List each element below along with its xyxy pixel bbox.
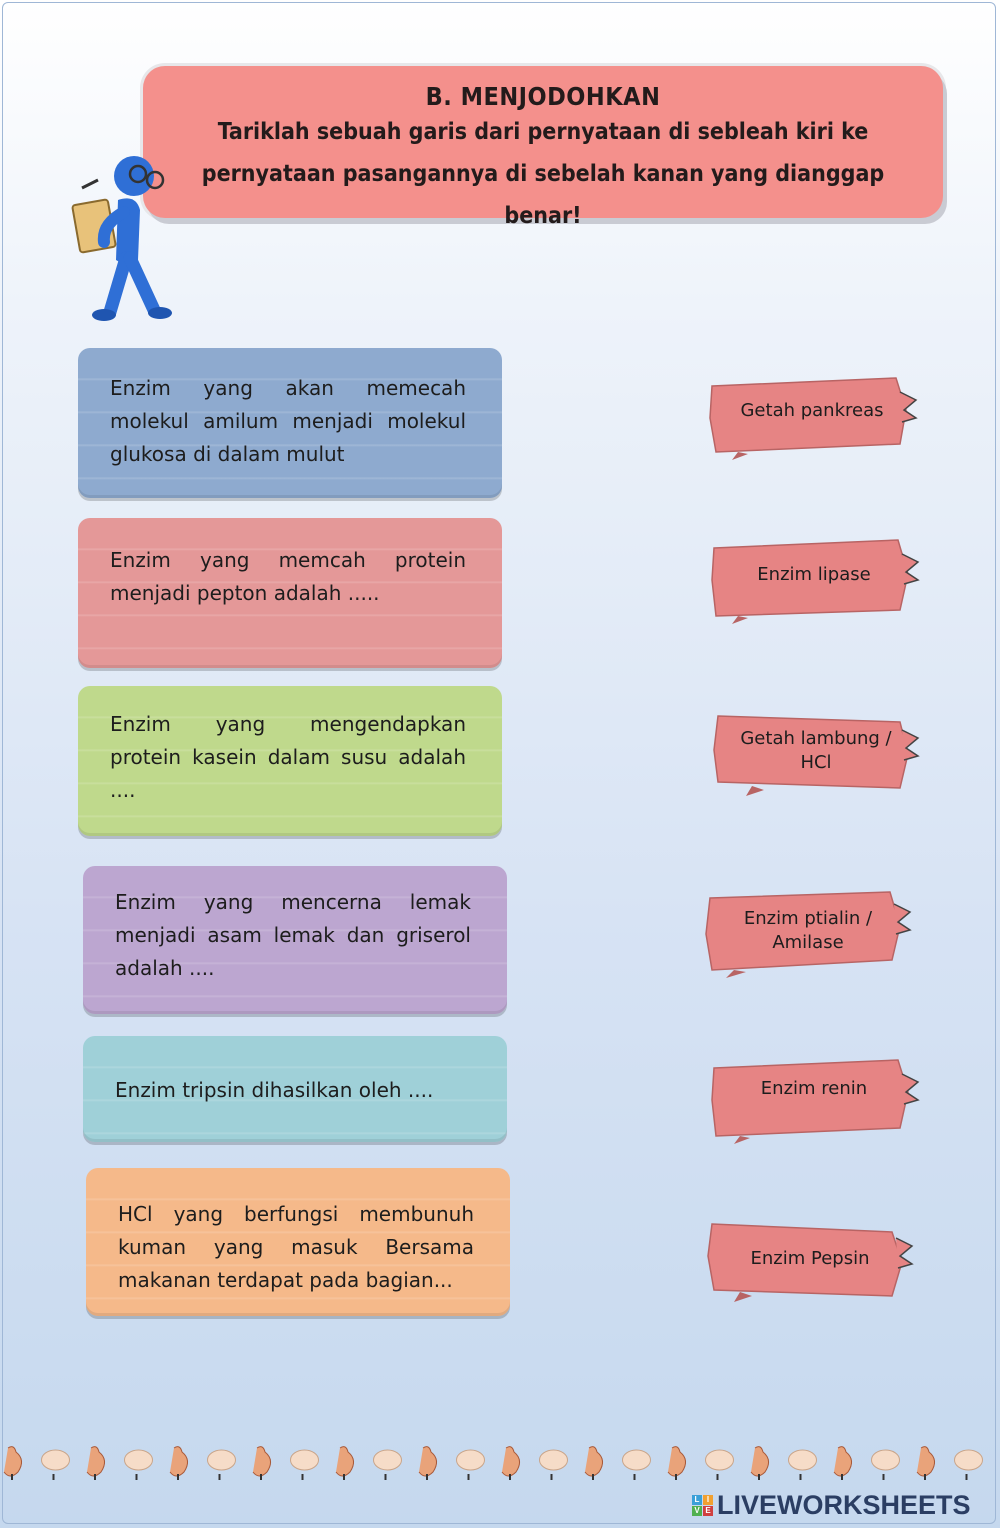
- answer-text: Enzim ptialin / Amilase: [743, 908, 873, 953]
- mascot-icon: [955, 1450, 983, 1470]
- question-card-2: [78, 518, 502, 668]
- mascot-icon: [291, 1450, 319, 1470]
- mascot-icon: [789, 1450, 817, 1470]
- answer-text: Getah pankreas: [740, 400, 884, 421]
- teacher-figure-icon: [68, 150, 178, 325]
- stomach-icon: [834, 1447, 852, 1476]
- question-text: Enzim tripsin dihasilkan oleh ....: [115, 1078, 434, 1102]
- answer-option-1[interactable]: [708, 370, 918, 460]
- question-text: HCl yang berfungsi membunuh kuman yang masuk Bersama makanan terdapat pada bagian...: [118, 1202, 474, 1292]
- stomach-icon: [4, 1447, 22, 1476]
- mascot-icon: [623, 1450, 651, 1470]
- answer-option-2[interactable]: [710, 534, 920, 624]
- question-card-1: [78, 348, 502, 498]
- stomach-icon: [751, 1447, 769, 1476]
- stomach-icon: [170, 1447, 188, 1476]
- question-card-3: [78, 686, 502, 836]
- answer-option-3[interactable]: [712, 710, 922, 800]
- brand-logo: [692, 1488, 971, 1522]
- answer-text: Enzim Pepsin: [750, 1248, 870, 1269]
- question-card-6: [86, 1168, 510, 1316]
- question-text: Enzim yang akan memecah molekul amilum menjadi molekul glukosa di dalam mulut: [110, 376, 466, 466]
- mascot-icon: [374, 1450, 402, 1470]
- brand-name: LIVEWORKSHEETS: [717, 1489, 971, 1520]
- answer-text: Enzim lipase: [757, 564, 871, 585]
- mascot-icon: [706, 1450, 734, 1470]
- stomach-icon: [502, 1447, 520, 1476]
- stomach-icon: [917, 1447, 935, 1476]
- answer-text: Enzim renin: [760, 1078, 868, 1099]
- question-text: Enzim yang memcah protein menjadi pepton adalah .....: [110, 548, 466, 605]
- stomach-icon: [585, 1447, 603, 1476]
- brand-logo-icon: L I V E: [692, 1495, 713, 1516]
- answer-text: Getah lambung / HCl: [740, 728, 892, 773]
- mascot-icon: [42, 1450, 70, 1470]
- answer-option-5[interactable]: [710, 1056, 920, 1146]
- instruction-banner: [143, 66, 943, 229]
- stomach-icon: [668, 1447, 686, 1476]
- stomach-icon: [253, 1447, 271, 1476]
- mascot-icon: [872, 1450, 900, 1470]
- mascot-icon: [540, 1450, 568, 1470]
- mascot-icon: [208, 1450, 236, 1470]
- stomach-icon: [336, 1447, 354, 1476]
- instruction-text: Tariklah sebuah garis dari pernyataan di sebleah kiri ke pernyataan pasangannya di sebelah kanan yang dianggap benar!: [201, 119, 885, 229]
- decorative-border-icon: [0, 1442, 1000, 1482]
- question-text: Enzim yang mencerna lemak menjadi asam lemak dan griserol adalah ....: [115, 890, 471, 980]
- mascot-icon: [125, 1450, 153, 1470]
- question-text: Enzim yang mengendapkan protein kasein dalam susu adalah ....: [110, 712, 466, 802]
- question-card-4: [83, 866, 507, 1014]
- answer-option-6[interactable]: [706, 1218, 916, 1308]
- answer-option-4[interactable]: [704, 890, 914, 980]
- mascot-icon: [457, 1450, 485, 1470]
- stomach-icon: [419, 1447, 437, 1476]
- section-title: B. MENJODOHKAN: [425, 82, 661, 111]
- stomach-icon: [87, 1447, 105, 1476]
- question-card-5: [83, 1036, 507, 1142]
